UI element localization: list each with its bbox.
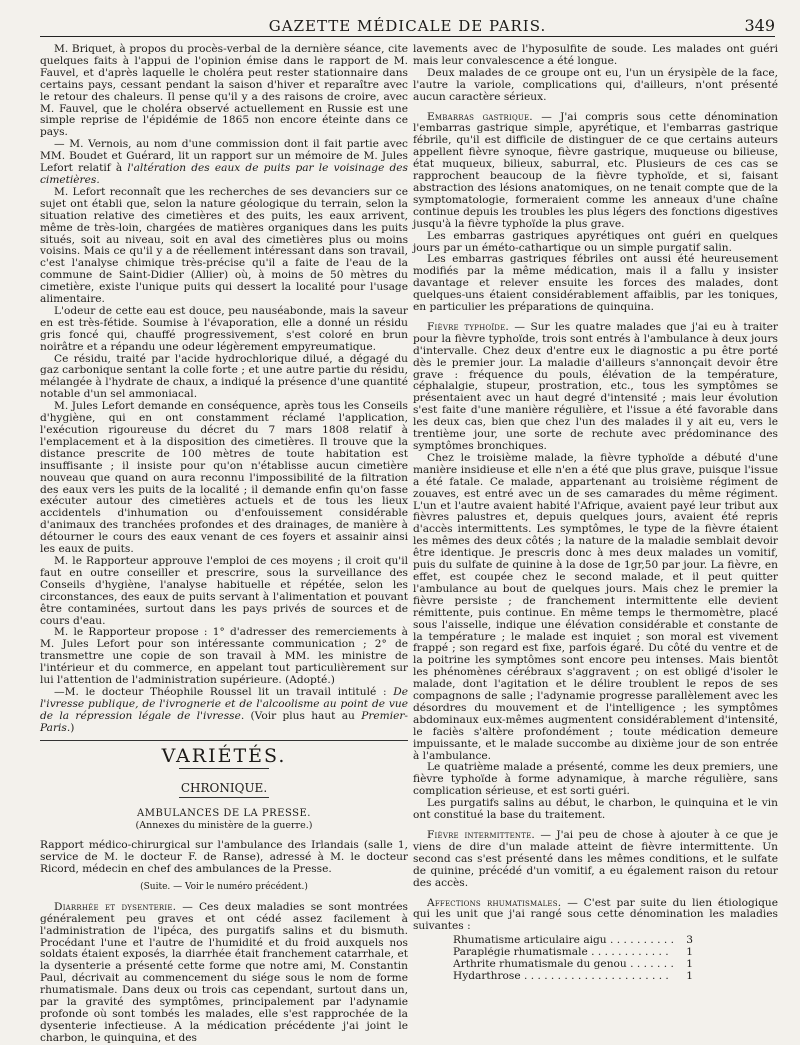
paragraph: Chez le troisième malade, la fièvre typhoïde a débuté d'une manière insidieuse et elle n'en a été que plus grave, puisque l'issue a été fatale. Ce malade, appartenant au troisième régiment de zouaves, est entré avec un de ses camarades du même régiment. L'un et l'autre avaient habité l'Afrique, avaient payé leur tribut aux fièvres palustres et, depuis quelques jours, avaient été repris d'accès intermittents. Les symptômes, le type de la fièvre étaient les mêmes des deux côtés ; la nature de la maladie semblait devoir être identique. Je prescris donc à mes deux malades un vomitif, puis du sulfate de quinine à la dose de 1gr,50 par jour. La fièvre, en effet, est coupée chez le second malade, et il peut quitter l'ambulance au bout de quelques jours. Mais chez le premier la fièvre persiste ; de franchement intermittente elle devient rémittente, puis continue. En même temps le thermomètre, placé sous l'aisselle, indique une élévation considérable et constante de la température ; le malade est inquiet ; son moral est vivement frappé ; son regard est fixe, parfois égaré. Du côté du ventre et de la poitrine les symptômes sont encore peu intenses. Mais bientôt les phénomènes cérébraux s'aggravent ; on est obligé d'isoler le malade, dont l'agitation et le délire troublent le repos de ses compagnons de salle ; l'adynamie progresse parallèlement avec les désordres du mouvement et de l'intelligence ; les symptômes abdominaux eux-mêmes augmentent considérablement d'intensité, le faciès s'altère profondément ; toute médication demeure impuissante, et le malade succombe au dixième jour de son entrée à l'ambulance. [413,451,778,762]
paragraph: Ce résidu, traité par l'acide hydrochlorique dilué, a dégagé du gaz carbonique sentant la colle forte ; et une autre partie du résidu, mélangée à l'hydrate de chaux, a indiqué la présence d'une quantité notable d'un sel ammoniacal. [40,352,408,401]
section-divider [40,740,408,741]
page-number: 349 [744,16,775,35]
paragraph: M. Lefort reconnaît que les recherches de ses devanciers sur ce sujet ont établi que, selon la nature géologique du terrain, selon la situation relative des cimetières et des puits, les eaux arrivent, même de très-loin, chargées de matières organiques dans les puits situés, soit au niveau, soit en aval des cimetières plus ou moins voisins. Mais ce qu'il y a de réellement intéressant dans son travail, c'est l'analyse chimique très-précise qu'il a faite de l'eau de la commune de Saint-Didier (Allier) où, à moins de 50 mètres du cimetière, existe l'unique puits qui dessert la localité pour l'usage alimentaire. [40,185,408,306]
title-rule [179,797,269,798]
paragraph: Fièvre typhoïde. — Sur les quatre malades que j'ai eu à traiter pour la fièvre typhoïde, trois sont entrés à l'ambulance à deux jours d'intervalle. Chez deux d'entre eux le diagnostic a pu être porté dès le premier jour. La maladie d'ailleurs s'annonçait devoir être grave : fréquence du pouls, élévation de la température, céphalalgie, stupeur, prostration, etc., tous les symptômes se présentaient avec un haut degré d'intensité ; mais leur évolution s'est faite d'une manière régulière, et l'issue a été favorable dans les deux cas, bien que chez l'un des malades il y ait eu, vers le trentième jour, une sorte de rechute avec prédominance des symptômes bronchiques. [413,320,778,452]
paragraph: M. le Rapporteur approuve l'emploi de ces moyens ; il croit qu'il faut en outre conseiller et prescrire, sous la surveillance des Conseils d'hygiène, l'analyse habituelle et répétée, selon les circonstances, des eaux de puits servant à l'alimentation et pouvant être contaminées, surtout dans les pays privés de sources et de cours d'eau. [40,554,408,627]
paragraph: Les purgatifs salins au début, le charbon, le quinquina et le vin ont constitué la base du traitement. [413,797,778,822]
paragraph: M. Briquet, à propos du procès-verbal de la dernière séance, cite quelques faits à l'appui de l'opinion émise dans le rapport de M. Fauvel, et d'après laquelle le choléra peut rester stationnaire dans certains pays, cessant pendant la saison d'hiver et reparaître avec le retour des chaleurs. Il pense qu'il y a des raisons de croire, avec M. Fauvel, que le choléra observé actuellement en Russie est une simple reprise de l'épidémie de 1865 non encore éteinte dans ce pays. [40,43,408,139]
paragraph: — M. Vernois, au nom d'une commission dont il fait partie avec MM. Boudet et Guérard, lit un rapport sur un mémoire de M. Jules Lefort relatif à l'altération des eaux de puits par le voisinage des cimetières. [40,138,408,186]
paragraph: lavements avec de l'hyposulfite de soude. Les malades ont guéri mais leur convalescence a été longue. [413,43,778,67]
ambulances-title: AMBULANCES DE LA PRESSE. [137,808,311,820]
disease-table [453,935,778,983]
chronique-heading: CHRONIQUE. [180,781,268,796]
ambulances-note: (Annexes du ministère de la guerre.) [135,820,313,832]
paragraph: L'odeur de cette eau est douce, peu nauséabonde, mais la saveur en est très-fétide. Soumise à l'évaporation, elle a donné un résidu gris foncé qui, chauffé progressivement, s'est coloré en brun noirâtre et a répandu une odeur légèrement empyreumatique. [40,304,408,353]
page-header [40,14,775,37]
continuation-note: (Suite. — Voir le numéro précédent.) [140,881,308,892]
table-row: Arthrite rhumatismale du genou . . . 1 [453,959,778,971]
table-row: Paraplégie rhumatismale . . . 1 [453,947,778,959]
paragraph: Diarrhée et dysenterie. — Ces deux maladies se sont montrées généralement peu graves et ont cédé assez facilement à l'administration de l'ipéca, des purgatifs salins et du bismuth. Procédant l'une et l'autre de l'humidité et du froid auxquels nos soldats étaient exposés, la diarrhée était franchement catarrhale, et la dysenterie a présenté cette forme que notre ami, M. Constantin Paul, décrivait au commencement du siége sous le nom de forme rhumatismale. Dans deux ou trois cas cependant, surtout dans un, par la gravité des symptômes, principalement par l'adynamie profonde où sont tombés les malades, elle s'est rapprochée de la dysenterie infectieuse. A la médication précédente j'ai joint le charbon, le quinquina, et des [40,900,408,1044]
title-rule [179,768,269,769]
left-column [40,44,408,1045]
right-column [413,44,778,983]
paragraph: Deux malades de ce groupe ont eu, l'un un érysipèle de la face, l'autre la variole, complications qui, d'ailleurs, n'ont présenté aucun caractère sérieux. [413,66,778,103]
table-row: Rhumatisme articulaire aigu . . . 3 [453,935,778,947]
paragraph: —M. le docteur Théophile Roussel lit un travail intitulé : De l'ivresse publique, de l'ivrognerie et de l'alcoolisme au point de vue de la répression légale de l'ivresse. (Voir plus haut au Premier-Paris.) [40,685,408,734]
paragraph: Le quatrième malade a présenté, comme les deux premiers, une fièvre typhoïde à forme adynamique, à marche régulière, sans complication sérieuse, et est sorti guéri. [413,761,778,798]
journal-title: GAZETTE MÉDICALE DE PARIS. [268,17,547,35]
paragraph: Les embarras gastriques fébriles ont aussi été heureusement modifiés par la même médication, mais il a fallu y insister davantage et relever ensuite les forces des malades, dont quelques-uns étaient considérablement affaiblis, par les toniques, en particulier les préparations de quinquina. [413,253,778,314]
paragraph: Les embarras gastriques apyrétiques ont guéri en quelques jours par un éméto-cathartique ou un simple purgatif salin. [413,229,778,254]
report-heading: Rapport médico-chirurgical sur l'ambulance des Irlandais (salle 1, service de M. le docteur F. de Ranse), adressé à M. le docteur Ricord, médecin en chef des ambulances de la Presse. [40,839,408,875]
paragraph: M. Jules Lefort demande en conséquence, après tous les Conseils d'hygiène, qui en ont constamment réclamé l'application, l'exécution rigoureuse du décret du 7 mars 1808 relatif à l'emplacement et à la disposition des cimetières. Il trouve que la distance prescrite de 100 mètres de toute habitation est insuffisante ; il insiste pour qu'on n'établisse aucun cimetière nouveau que quand on aura reconnu l'impossibilité de la filtration des eaux vers les puits de la localité ; il demande enfin qu'on fasse exécuter autour des cimetières actuels et de tous les lieux accidentels d'inhumation ou d'enfouissement considérable d'animaux des tranchées profondes et des drainages, de manière à détourner le cours des eaux venant de ces foyers et assainir ainsi les eaux de puits. [40,400,408,556]
paragraph: Affections rhumatismales. — C'est par suite du lien étiologique qui les unit que j'ai rangé sous cette dénomination les maladies suivantes : [413,896,779,933]
table-row: Hydarthrose . . . 1 [453,971,778,983]
paragraph: Embarras gastrique. — J'ai compris sous cette dénomination l'embarras gastrique simple, apyrétique, et l'embarras gastrique fébrile, qu'il est difficile de distinguer de ce que certains auteurs appellent fièvre synoque, fièvre gastrique, muqueuse ou bilieuse, état muqueux, bilieux, saburral, etc. Plusieurs de ces cas se rapprochent beaucoup de la fièvre typhoïde, et si, faisant abstraction des lésions anatomiques, on ne tenait compte que de la symptomatologie, formeraient comme les anneaux d'une chaîne continue depuis les troubles les plus légers des fonctions digestives jusqu'à la fièvre typhoïde la plus grave. [413,110,778,230]
section-title: VARIÉTÉS. [161,744,287,767]
paragraph: M. le Rapporteur propose : 1° d'adresser des remerciements à M. Jules Lefort pour son intéressante communication ; 2° de transmettre une copie de son travail à MM. les ministre de l'intérieur et du commerce, en appelant tout particulièrement sur lui l'attention de l'administration supérieure. (Adopté.) [40,626,408,687]
paragraph: Fièvre intermittente. — J'ai peu de chose à ajouter à ce que je viens de dire d'un malade atteint de fièvre intermittente. Un second cas s'est présenté dans les mêmes conditions, et le sulfate de quinine, précédé d'un vomitif, a eu également raison du retour des accès. [413,829,779,889]
